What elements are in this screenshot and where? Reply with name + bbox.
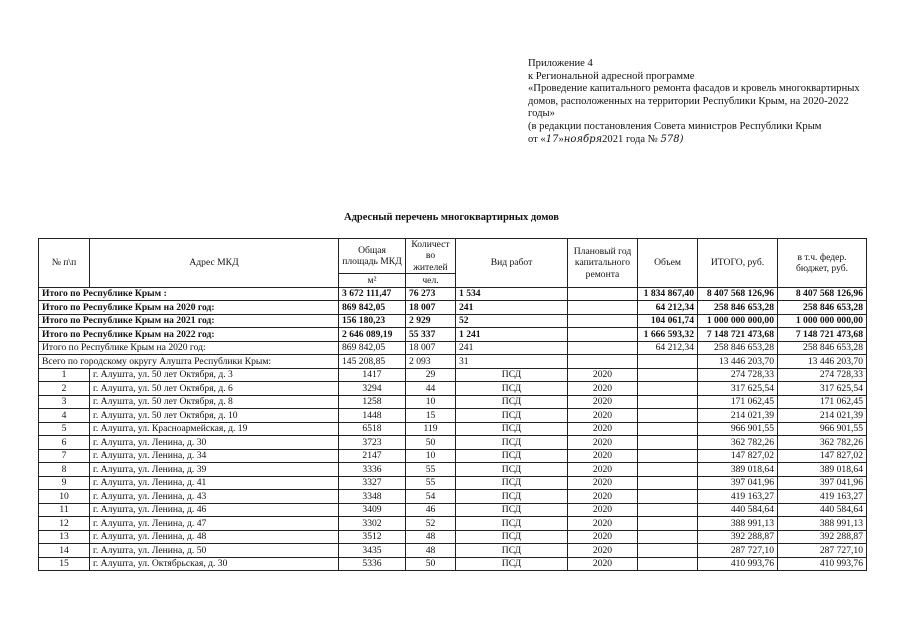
row-planned-year: 2020 [568,395,638,409]
summary-residents: 55 337 [406,328,456,342]
summary-row [39,301,867,315]
table-row [39,409,867,423]
row-volume [638,368,698,382]
row-planned-year: 2020 [568,490,638,504]
summary-work-count: 1 241 [456,328,568,342]
table-row [39,557,867,571]
col-unit-area: м² [339,273,406,287]
summary-year [568,355,638,369]
row-federal: 362 782,26 [778,436,867,450]
summary-label: Итого по Республике Крым : [39,287,339,301]
row-address: г. Алушта, ул. Ленина, д. 30 [90,436,339,450]
row-volume [638,476,698,490]
row-total: 397 041,96 [698,476,778,490]
summary-federal: 13 446 203,70 [778,355,867,369]
row-federal: 397 041,96 [778,476,867,490]
program-title-line-2: домов, расположенных на территории Республики Крым, на 2020-2022 [528,95,849,107]
table-row [39,382,867,396]
row-residents: 44 [406,382,456,396]
row-area: 1258 [339,395,406,409]
row-address: г. Алушта, ул. Ленина, д. 39 [90,463,339,477]
row-address: г. Алушта, ул. Ленина, д. 50 [90,544,339,558]
summary-area: 2 646 089,19 [339,328,406,342]
row-work-type: ПСД [456,544,568,558]
row-federal: 214 021,39 [778,409,867,423]
row-volume [638,395,698,409]
summary-year [568,328,638,342]
date-separator: » [558,133,564,145]
table-row [39,544,867,558]
summary-year [568,341,638,355]
col-header-address: Адрес МКД [90,239,339,288]
summary-total: 8 407 568 126,96 [698,287,778,301]
row-work-type: ПСД [456,382,568,396]
document-title: Адресный перечень многоквартирных домов [344,212,559,223]
row-area: 3294 [339,382,406,396]
row-area: 3409 [339,503,406,517]
row-number: 15 [39,557,90,571]
row-volume [638,503,698,517]
row-total: 317 625,54 [698,382,778,396]
row-work-type: ПСД [456,449,568,463]
col-header-total: ИТОГО, руб. [698,239,778,288]
table-row [39,517,867,531]
row-planned-year: 2020 [568,382,638,396]
summary-volume: 104 061,74 [638,314,698,328]
row-number: 7 [39,449,90,463]
col-header-work-type: Вид работ [456,239,568,288]
row-number: 4 [39,409,90,423]
row-residents: 48 [406,530,456,544]
row-planned-year: 2020 [568,503,638,517]
row-number: 2 [39,382,90,396]
row-number: 12 [39,517,90,531]
row-address: г. Алушта, ул. Красноармейская, д. 19 [90,422,339,436]
row-volume [638,490,698,504]
summary-total: 1 000 000 000,00 [698,314,778,328]
row-number: 6 [39,436,90,450]
summary-work-count: 52 [456,314,568,328]
row-volume [638,436,698,450]
handwritten-day: 17 [545,133,559,145]
row-planned-year: 2020 [568,463,638,477]
table-row [39,436,867,450]
col-header-federal: в т.ч. федер. бюджет, руб. [778,239,867,288]
summary-volume: 64 212,34 [638,301,698,315]
row-address: г. Алушта, ул. 50 лет Октября, д. 10 [90,409,339,423]
summary-year [568,314,638,328]
row-volume [638,382,698,396]
row-planned-year: 2020 [568,409,638,423]
handwritten-month: ноября [563,133,603,145]
row-volume [638,544,698,558]
row-volume [638,530,698,544]
summary-label: Итого по Республике Крым на 2020 год: [39,301,339,315]
row-volume [638,409,698,423]
table-row [39,503,867,517]
summary-label: Итого по Республике Крым на 2020 год: [39,341,339,355]
row-total: 410 993,76 [698,557,778,571]
row-address: г. Алушта, ул. Ленина, д. 41 [90,476,339,490]
row-volume [638,517,698,531]
row-federal: 966 901,55 [778,422,867,436]
summary-work-count: 241 [456,301,568,315]
row-address: г. Алушта, ул. Ленина, д. 43 [90,490,339,504]
row-planned-year: 2020 [568,557,638,571]
row-work-type: ПСД [456,368,568,382]
col-header-area: Общая площадь МКД [339,239,406,274]
row-federal: 147 827,02 [778,449,867,463]
row-federal: 317 625,54 [778,382,867,396]
summary-residents: 2 093 [406,355,456,369]
table-row [39,449,867,463]
row-work-type: ПСД [456,557,568,571]
summary-federal: 258 846 653,28 [778,301,867,315]
table-row [39,530,867,544]
row-work-type: ПСД [456,517,568,531]
row-number: 14 [39,544,90,558]
row-total: 966 901,55 [698,422,778,436]
row-address: г. Алушта, ул. Ленина, д. 47 [90,517,339,531]
row-area: 3723 [339,436,406,450]
col-header-volume: Объем [638,239,698,288]
row-residents: 46 [406,503,456,517]
summary-year [568,301,638,315]
appendix-program-ref: к Региональной адресной программе [528,70,695,82]
row-planned-year: 2020 [568,476,638,490]
row-planned-year: 2020 [568,436,638,450]
row-area: 3348 [339,490,406,504]
row-number: 9 [39,476,90,490]
summary-area: 3 672 111,47 [339,287,406,301]
summary-volume: 1 834 867,40 [638,287,698,301]
row-area: 2147 [339,449,406,463]
col-header-residents: Количест во жителей [406,239,456,274]
summary-volume: 64 212,34 [638,341,698,355]
resolution-reference: (в редакции постановления Совета министров Республики Крым [528,120,822,132]
date-prefix: от « [528,133,546,145]
summary-row [39,314,867,328]
row-area: 3512 [339,530,406,544]
row-federal: 419 163,27 [778,490,867,504]
row-planned-year: 2020 [568,449,638,463]
apartment-buildings-table [38,238,867,571]
row-total: 389 018,64 [698,463,778,477]
row-total: 274 728,33 [698,368,778,382]
row-work-type: ПСД [456,476,568,490]
row-total: 147 827,02 [698,449,778,463]
date-year-text: 2021 года № [602,133,658,145]
row-residents: 119 [406,422,456,436]
row-area: 3435 [339,544,406,558]
row-residents: 10 [406,395,456,409]
summary-year [568,287,638,301]
row-total: 440 584,64 [698,503,778,517]
row-total: 171 062,45 [698,395,778,409]
row-work-type: ПСД [456,503,568,517]
resolution-date-line [528,134,878,147]
program-title-line-1: «Проведение капитального ремонта фасадов и кровель многоквартирных [528,83,860,95]
row-residents: 48 [406,544,456,558]
summary-work-count: 31 [456,355,568,369]
col-header-num: № п\п [39,239,90,288]
summary-federal: 8 407 568 126,96 [778,287,867,301]
row-federal: 389 018,64 [778,463,867,477]
row-federal: 410 993,76 [778,557,867,571]
row-volume [638,449,698,463]
row-work-type: ПСД [456,463,568,477]
row-residents: 50 [406,436,456,450]
appendix-number: Приложение 4 [528,58,593,69]
program-title-line-3: годы» [528,108,555,120]
row-area: 5336 [339,557,406,571]
row-federal: 171 062,45 [778,395,867,409]
row-work-type: ПСД [456,530,568,544]
row-address: г. Алушта, ул. 50 лет Октября, д. 8 [90,395,339,409]
table-row [39,463,867,477]
summary-row [39,287,867,301]
row-volume [638,463,698,477]
row-planned-year: 2020 [568,368,638,382]
row-number: 13 [39,530,90,544]
table-row [39,395,867,409]
row-residents: 10 [406,449,456,463]
row-work-type: ПСД [456,436,568,450]
summary-label: Итого по Республике Крым на 2022 год: [39,328,339,342]
row-address: г. Алушта, ул. Ленина, д. 34 [90,449,339,463]
row-total: 362 782,26 [698,436,778,450]
summary-residents: 18 007 [406,341,456,355]
row-volume [638,422,698,436]
handwritten-number: 578) [660,133,684,145]
row-planned-year: 2020 [568,517,638,531]
row-total: 214 021,39 [698,409,778,423]
summary-area: 869 842,05 [339,341,406,355]
row-residents: 54 [406,490,456,504]
row-address: г. Алушта, ул. 50 лет Октября, д. 3 [90,368,339,382]
row-residents: 52 [406,517,456,531]
summary-federal: 1 000 000 000,00 [778,314,867,328]
col-header-planned-year: Плановый год капитального ремонта [568,239,638,288]
table-row [39,368,867,382]
row-planned-year: 2020 [568,544,638,558]
row-number: 8 [39,463,90,477]
summary-volume [638,355,698,369]
row-residents: 29 [406,368,456,382]
summary-total: 258 846 653,28 [698,301,778,315]
summary-total: 258 846 653,28 [698,341,778,355]
table-body [39,287,867,571]
row-federal: 440 584,64 [778,503,867,517]
row-number: 11 [39,503,90,517]
row-area: 3302 [339,517,406,531]
row-volume [638,557,698,571]
summary-area: 869 842,05 [339,301,406,315]
row-residents: 55 [406,463,456,477]
summary-volume: 1 666 593,32 [638,328,698,342]
summary-residents: 2 929 [406,314,456,328]
row-work-type: ПСД [456,409,568,423]
summary-residents: 76 273 [406,287,456,301]
summary-row [39,341,867,355]
summary-total: 7 148 721 473,68 [698,328,778,342]
row-area: 6518 [339,422,406,436]
table-row [39,422,867,436]
row-residents: 15 [406,409,456,423]
summary-area: 145 208,85 [339,355,406,369]
table-header-row [39,239,867,274]
row-work-type: ПСД [456,422,568,436]
row-total: 287 727,10 [698,544,778,558]
row-total: 419 163,27 [698,490,778,504]
appendix-header [528,58,878,146]
row-federal: 392 288,87 [778,530,867,544]
summary-residents: 18 007 [406,301,456,315]
row-planned-year: 2020 [568,530,638,544]
col-unit-residents: чел. [406,273,456,287]
summary-label: Всего по городскому округу Алушта Республики Крым: [39,355,339,369]
row-planned-year: 2020 [568,422,638,436]
row-federal: 274 728,33 [778,368,867,382]
row-work-type: ПСД [456,490,568,504]
summary-work-count: 1 534 [456,287,568,301]
row-number: 1 [39,368,90,382]
summary-row [39,328,867,342]
summary-work-count: 241 [456,341,568,355]
row-work-type: ПСД [456,395,568,409]
summary-federal: 7 148 721 473,68 [778,328,867,342]
row-number: 10 [39,490,90,504]
row-address: г. Алушта, ул. Октябрьская, д. 30 [90,557,339,571]
row-residents: 50 [406,557,456,571]
row-number: 3 [39,395,90,409]
row-address: г. Алушта, ул. Ленина, д. 46 [90,503,339,517]
row-address: г. Алушта, ул. Ленина, д. 48 [90,530,339,544]
row-total: 392 288,87 [698,530,778,544]
summary-area: 156 180,23 [339,314,406,328]
row-total: 388 991,13 [698,517,778,531]
row-federal: 287 727,10 [778,544,867,558]
summary-row [39,355,867,369]
row-number: 5 [39,422,90,436]
row-area: 1417 [339,368,406,382]
summary-federal: 258 846 653,28 [778,341,867,355]
row-area: 1448 [339,409,406,423]
row-area: 3327 [339,476,406,490]
table-row [39,476,867,490]
row-area: 3336 [339,463,406,477]
table-row [39,490,867,504]
row-federal: 388 991,13 [778,517,867,531]
row-address: г. Алушта, ул. 50 лет Октября, д. 6 [90,382,339,396]
summary-total: 13 446 203,70 [698,355,778,369]
row-residents: 55 [406,476,456,490]
summary-label: Итого по Республике Крым на 2021 год: [39,314,339,328]
